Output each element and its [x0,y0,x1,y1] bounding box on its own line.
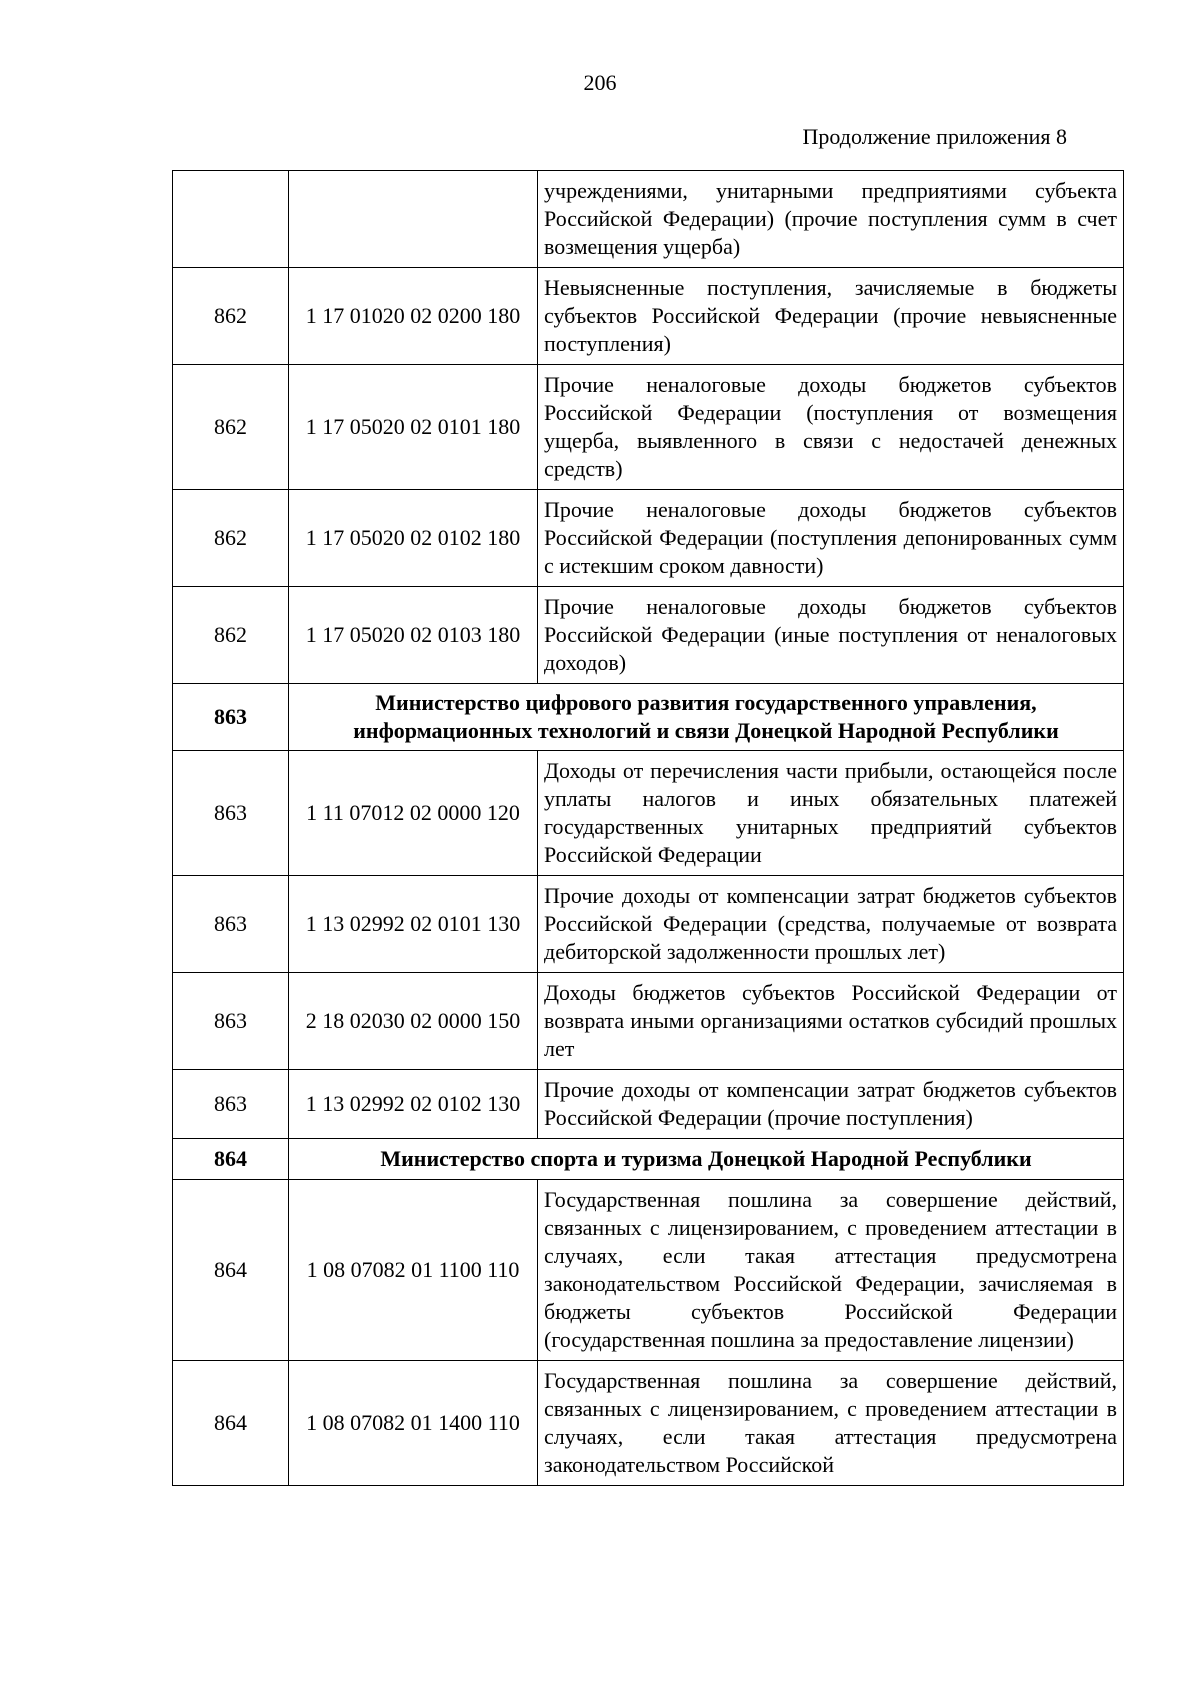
revenue-name-cell: Доходы бюджетов субъектов Российской Федерации от возврата иными организациями остатков субсидий прошлых лет [538,973,1124,1070]
budget-classification-code-cell: 1 17 05020 02 0103 180 [289,587,538,684]
budget-classification-code-cell [289,171,538,268]
table-row [173,268,1124,365]
budget-classification-code-cell: 1 11 07012 02 0000 120 [289,751,538,876]
revenue-name-cell: Прочие неналоговые доходы бюджетов субъектов Российской Федерации (поступления депонированных сумм с истекшим сроком давности) [538,490,1124,587]
table-row [173,1070,1124,1139]
admin-code-cell: 862 [173,587,289,684]
table-row [173,1180,1124,1361]
table-row [173,1361,1124,1486]
revenue-name-cell: Прочие доходы от компенсации затрат бюджетов субъектов Российской Федерации (прочие поступления) [538,1070,1124,1139]
revenue-name-cell: Прочие доходы от компенсации затрат бюджетов субъектов Российской Федерации (средства, получаемые от возврата дебиторской задолженности прошлых лет) [538,876,1124,973]
revenue-name-cell: Невыясненные поступления, зачисляемые в бюджеты субъектов Российской Федерации (прочие невыясненные поступления) [538,268,1124,365]
section-admin-code: 863 [173,684,289,751]
table-row [173,751,1124,876]
section-ministry-title: Министерство спорта и туризма Донецкой Народной Республики [289,1139,1124,1180]
revenue-name-cell: учреждениями, унитарными предприятиями субъекта Российской Федерации) (прочие поступления сумм в счет возмещения ущерба) [538,171,1124,268]
section-header-row [173,1139,1124,1180]
admin-code-cell [173,171,289,268]
budget-classification-code-cell: 1 13 02992 02 0102 130 [289,1070,538,1139]
admin-code-cell: 864 [173,1361,289,1486]
budget-classification-code-cell: 1 17 05020 02 0101 180 [289,365,538,490]
budget-classification-code-cell: 1 17 01020 02 0200 180 [289,268,538,365]
budget-classification-code-cell: 1 17 05020 02 0102 180 [289,490,538,587]
admin-code-cell: 863 [173,1070,289,1139]
revenue-name-cell: Прочие неналоговые доходы бюджетов субъектов Российской Федерации (поступления от возмещения ущерба, выявленного в связи с недостачей денежных средств) [538,365,1124,490]
revenue-name-cell: Доходы от перечисления части прибыли, остающейся после уплаты налогов и иных обязательных платежей государственных унитарных предприятий субъектов Российской Федерации [538,751,1124,876]
revenue-name-cell: Государственная пошлина за совершение действий, связанных с лицензированием, с проведением аттестации в случаях, если такая аттестация предусмотрена законодательством Российской [538,1361,1124,1486]
table-row [173,365,1124,490]
section-ministry-title: Министерство цифрового развития государственного управления, информационных технологий и связи Донецкой Народной Республики [289,684,1124,751]
section-admin-code: 864 [173,1139,289,1180]
budget-classification-code-cell: 1 13 02992 02 0101 130 [289,876,538,973]
table-row [173,973,1124,1070]
admin-code-cell: 863 [173,973,289,1070]
table-row [173,587,1124,684]
admin-code-cell: 862 [173,365,289,490]
revenue-name-cell: Прочие неналоговые доходы бюджетов субъектов Российской Федерации (иные поступления от неналоговых доходов) [538,587,1124,684]
table-row [173,876,1124,973]
admin-code-cell: 863 [173,876,289,973]
revenue-name-cell: Государственная пошлина за совершение действий, связанных с лицензированием, с проведением аттестации в случаях, если такая аттестация предусмотрена законодательством Российской Федерации, зачисляемая в бюджеты субъектов Российской Федерации (государственная пошлина за предоставление лицензии) [538,1180,1124,1361]
budget-classification-code-cell: 2 18 02030 02 0000 150 [289,973,538,1070]
page-number: 206 [583,70,617,95]
admin-code-cell: 864 [173,1180,289,1361]
table-row [173,490,1124,587]
table-row [173,171,1124,268]
budget-classification-code-cell: 1 08 07082 01 1400 110 [289,1361,538,1486]
budget-classification-code-cell: 1 08 07082 01 1100 110 [289,1180,538,1361]
admin-code-cell: 862 [173,268,289,365]
admin-code-cell: 863 [173,751,289,876]
revenue-classification-table [172,170,1124,1486]
appendix-continuation-note: Продолжение приложения 8 [802,124,1067,149]
table-body [173,171,1124,1486]
section-header-row [173,684,1124,751]
admin-code-cell: 862 [173,490,289,587]
